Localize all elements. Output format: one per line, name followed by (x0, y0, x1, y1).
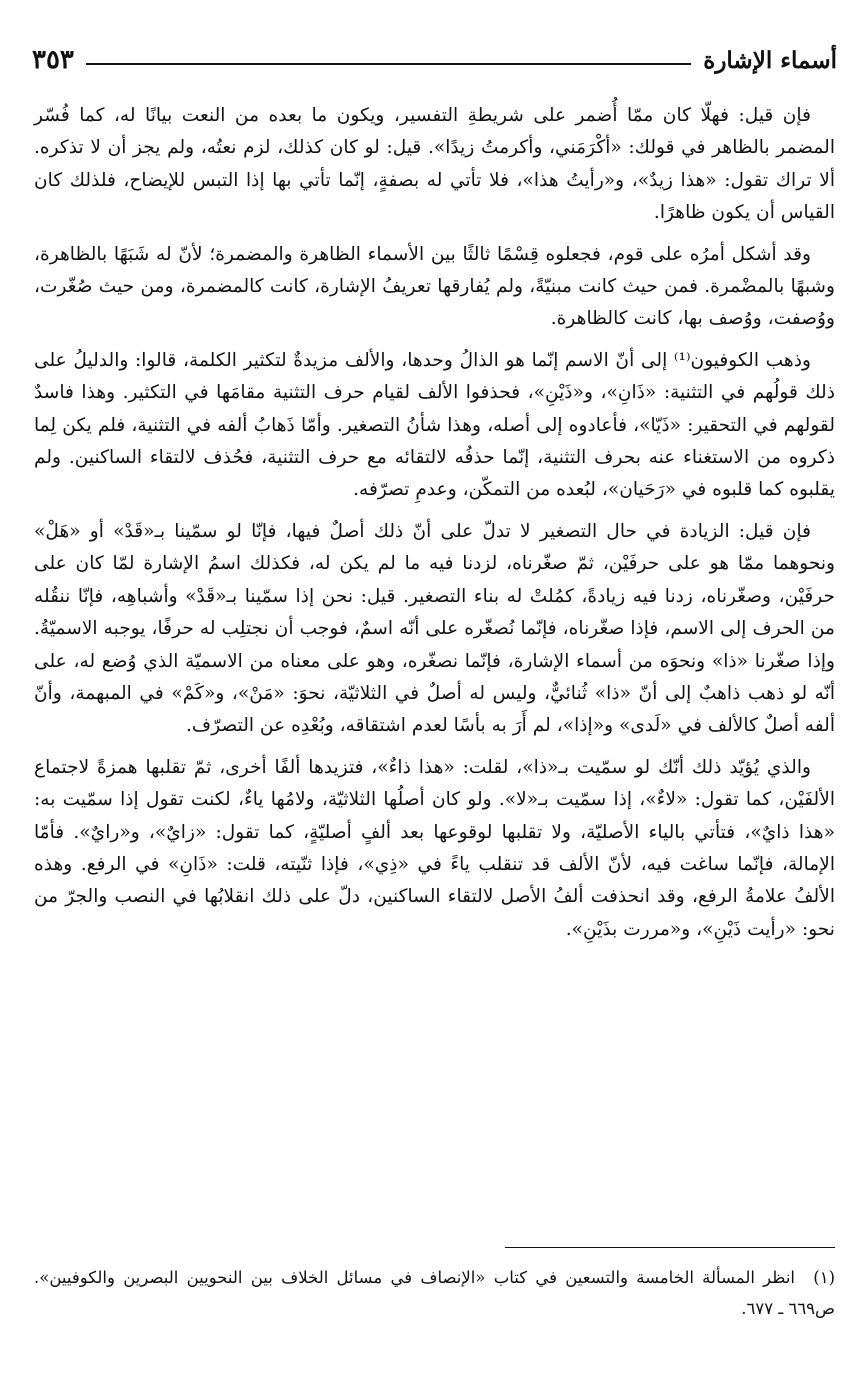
footnote-number: (١) (813, 1268, 835, 1287)
main-text (34, 100, 835, 955)
page-number: ٣٥٣ (32, 45, 74, 75)
footnote-divider (505, 1247, 835, 1248)
paragraph-5: والذي يُؤيّد ذلك أنّك لو سمّيت بـ«ذا»، لقلت: «هذا ذاءٌ»، فتزيدها ألفًا أخرى، ثمّ تقلبها همزةً لاجتماع الألفَيْن، كما تقول: «لاءٌ»، إذا سمّيت بـ«لا». ولو كان أصلُها الثلاثيّة، ولامُها ياءٌ، لكنت تقول إذا سمّيت به: «هذا ذايٌ»، فتأتي بالياء الأصليّة، ولا تقلبها لوقوعها بعد ألفٍ أصليّةٍ، كما تقول: «زايٌ»، و«رايٌ». فأمّا الإمالة، فإنّما ساغت فيه، لأنّ الألف قد تنقلب ياءً في «ذِي»، فإذا ثنّيته، قلت: «ذَانِ» في الرفع. وهذه الألفُ علامةُ الرفع، وقد انحذفت ألفُ الأصل لالتقاء الساكنين، دلّ على ذلك انقلابُها في النصب والجرّ من نحو: «رأيت ذَيْنِ»، و«مررت بذَيْنِ». (34, 756, 835, 940)
header-rule (86, 63, 691, 65)
footnote-text: انظر المسألة الخامسة والتسعين في كتاب «الإنصاف في مسائل الخلاف بين النحويين البصرين والكوفيين». ص٦٦٩ ـ ٦٧٧. (34, 1268, 835, 1318)
paragraph-2: وقد أشكل أمرُه على قوم، فجعلوه قِسْمًا ثالثًا بين الأسماء الظاهرة والمضمرة؛ لأنّ له شَبَهًا بالظاهرة، وشبهًا بالمضْمرة. فمن حيث كانت مبنيّةً، ولم يُفارقها تعريفُ الإشارة، كانت كالمضمرة، ومن حيث صُغّرت، ووُصفت، ووُصف بها، كانت كالظاهرة. (34, 243, 835, 330)
running-header (32, 38, 837, 82)
paragraph-1: فإن قيل: فهلّا كان ممّا أُضمر على شريطةِ التفسير، ويكون ما بعده من النعت بيانًا له، كما فُسّر المضمر بالظاهر في قولك: «أكْرَمَني، وأكرمتُ زيدًا». قيل: لو كان كذلك، لزم نعتُه، ولم يجز أن لا تذكره. ألا تراك تقول: «هذا زيدٌ»، و«رأيتُ هذا»، فلا تأتي له بصفةٍ، إنّما تأتي بها إذا التبس للإيضاح، فلذلك كان القياس أن يكون ظاهرًا. (34, 105, 835, 224)
paragraph-3: وذهب الكوفيون⁽¹⁾ إلى أنّ الاسم إنّما هو الذالُ وحدها، والألف مزيدةٌ لتكثير الكلمة، قالوا: والدليلُ على ذلك قولُهم في التثنية: «ذَانِ»، و«ذَيْنِ»، فحذفوا الألف لقيام حرف التثنية مقامَها في التكثير. وهذا فاسدٌ لقولهم في التحقير: «ذَيّا»، فأعادوه إلى أصله، وهذا شأنُ التصغير. وأمّا ذَهابُ ألفه في التثنية، فلم يكن لِما ذكروه من الاستغناء عنه بحرف التثنية، إنّما حذفُه لالتقائه مع حرف التثنية، فحُذف لالتقاء الساكنين. ولم يقلبوه كما قلبوه في «رَحَيان»، لبُعده من التمكّن، وعدمِ تصرّفه. (34, 349, 835, 501)
paragraph-4: فإن قيل: الزيادة في حال التصغير لا تدلّ على أنّ ذلك أصلٌ فيها، فإنّا لو سمّينا بـ«قَدْ» أو «هَلْ» ونحوهما ممّا هو على حرفَيْن، ثمّ صغّرناه، لزدنا فيه ما لم يكن له، فكذلك اسمُ الإشارة لمّا كان على حرفَيْن، وصغّرناه، زدنا فيه زيادةً، كمُلتْ له بناء التصغير. قيل: نحن إذا سمّينا بـ«قَدْ» وأشباهِه، فإنّا ننقُله من الحرف إلى الاسم، فإذا صغّرناه، فإنّما نُصغّره على أنّه اسمٌ، فوجب أن نجتلِب له حرفًا، يوجبه الاسميّةُ. وإذا صغّرنا «ذا» ونحوَه من أسماء الإشارة، فإنّما نصغّره، وهو على معناه من الاسميّة الذي وُضع له، على أنّه لو ذهب ذاهبٌ إلى أنّ «ذا» ثُنائيٌّ، وليس له أصلٌ في الثلاثيّة، نحوَ: «مَنْ»، و«كَمْ» في المبهمة، وأنّ ألفه أصلٌ كالألف في «لَدى» و«إذا»، لم أَرَ به بأسًا لعدم اشتقاقه، وبُعْدِه عن التصرّف. (34, 520, 835, 737)
chapter-title: أسماء الإشارة (703, 46, 837, 74)
footnote (34, 1262, 835, 1324)
